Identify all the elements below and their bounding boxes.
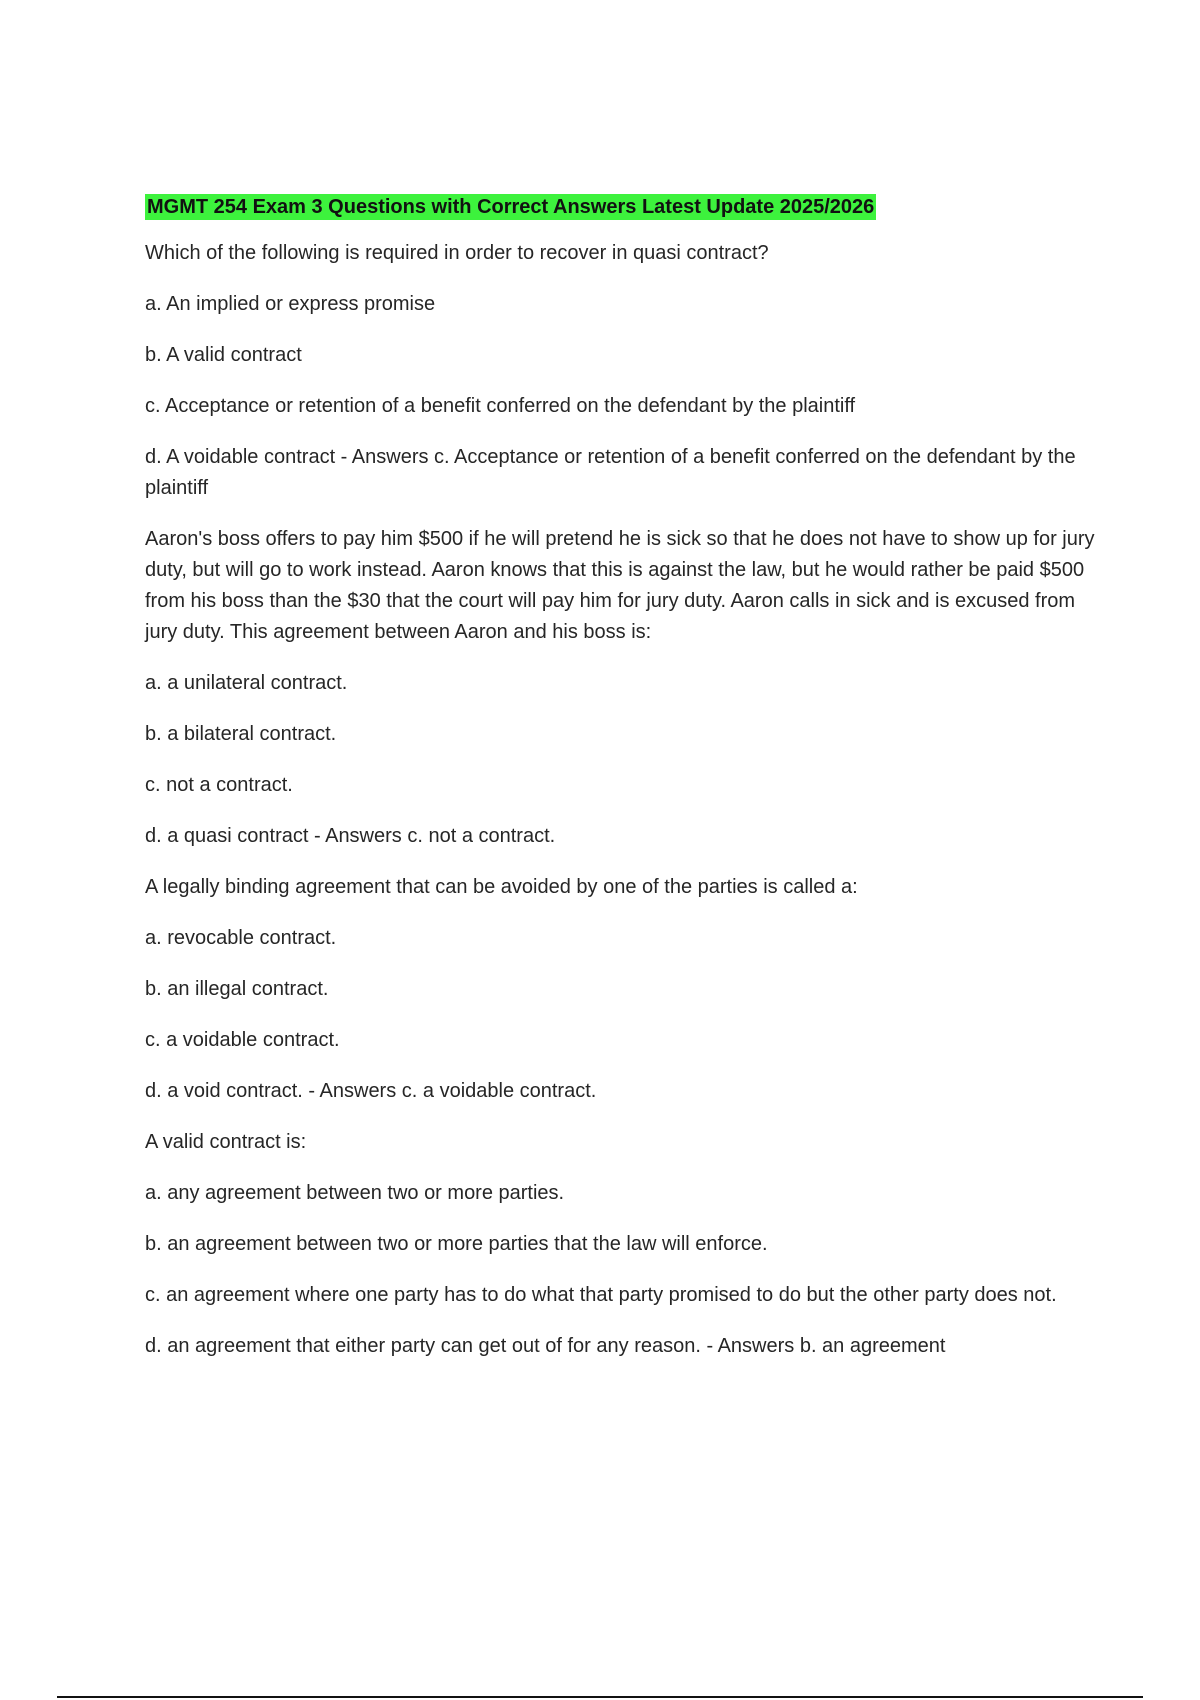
question-2-text: Aaron's boss offers to pay him $500 if he will pretend he is sick so that he does not have to show up for jury duty, but will go to work instead. Aaron knows that this is against the law, but he would rather be paid $500 from his boss than the $30 that the court will pay him for jury duty. Aaron calls in sick and is excused from jury duty. This agreement between Aaron and his boss is: bbox=[145, 528, 1095, 643]
question-3-option-d-answer: d. a void contract. - Answers c. a voidable contract. bbox=[145, 1080, 597, 1102]
question-3-option-a: a. revocable contract. bbox=[145, 927, 337, 949]
question-4-text: A valid contract is: bbox=[145, 1131, 307, 1153]
question-4-option-a: a. any agreement between two or more parties. bbox=[145, 1182, 565, 1204]
question-2-option-d-answer: d. a quasi contract - Answers c. not a contract. bbox=[145, 825, 556, 847]
question-3-option-b: b. an illegal contract. bbox=[145, 978, 329, 1000]
question-2-option-c: c. not a contract. bbox=[145, 774, 293, 796]
document-title: MGMT 254 Exam 3 Questions with Correct Answers Latest Update 2025/2026 bbox=[147, 196, 875, 218]
question-2-option-a: a. a unilateral contract. bbox=[145, 672, 348, 694]
question-1-option-c: c. Acceptance or retention of a benefit conferred on the defendant by the plaintiff bbox=[145, 395, 856, 417]
question-1-option-d-answer: d. A voidable contract - Answers c. Acceptance or retention of a benefit conferred on the defendant by the plaintiff bbox=[145, 446, 1076, 499]
question-2-option-b: b. a bilateral contract. bbox=[145, 723, 337, 745]
question-4-option-c: c. an agreement where one party has to do what that party promised to do but the other party does not. bbox=[145, 1284, 1057, 1306]
question-1-option-a: a. An implied or express promise bbox=[145, 293, 436, 315]
question-4-option-b: b. an agreement between two or more parties that the law will enforce. bbox=[145, 1233, 768, 1255]
question-3-text: A legally binding agreement that can be avoided by one of the parties is called a: bbox=[145, 876, 858, 898]
question-1-text: Which of the following is required in order to recover in quasi contract? bbox=[145, 242, 769, 264]
document-page bbox=[145, 194, 1095, 1382]
page-bottom-rule bbox=[57, 1696, 1143, 1698]
question-4-option-d-answer: d. an agreement that either party can get out of for any reason. - Answers b. an agreement bbox=[145, 1335, 946, 1357]
question-3-option-c: c. a voidable contract. bbox=[145, 1029, 340, 1051]
question-1-option-b: b. A valid contract bbox=[145, 344, 302, 366]
